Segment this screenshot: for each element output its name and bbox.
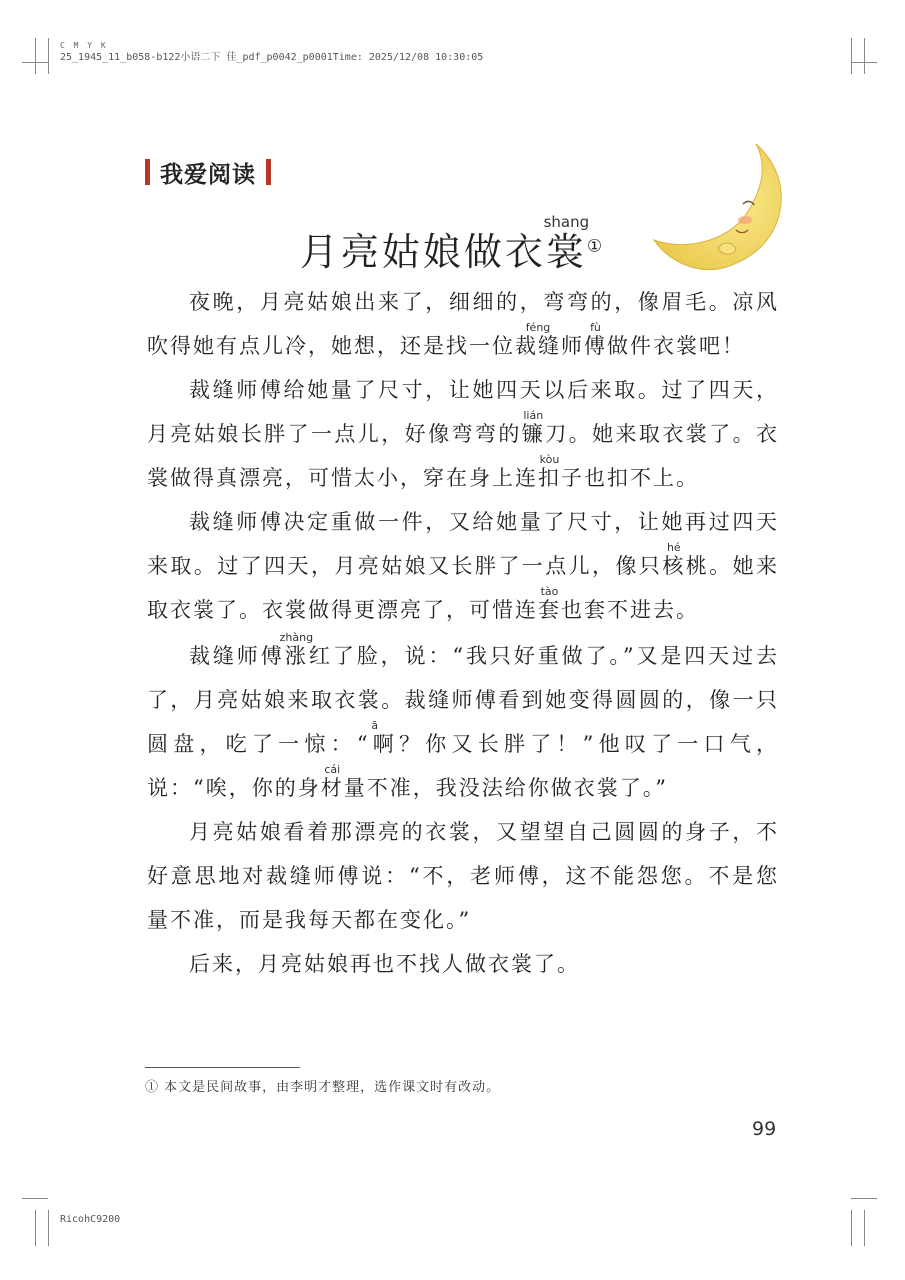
pinyin-text: hé: [662, 541, 686, 554]
crop-mark: [851, 1198, 877, 1199]
annotated-char: 裁缝: [515, 334, 561, 358]
page-number: 99: [752, 1118, 777, 1140]
pinyin-text: kòu: [538, 453, 561, 466]
crop-mark: [851, 62, 877, 63]
tag-bar-right: [266, 159, 271, 185]
story-paragraph: [147, 500, 779, 632]
annotated-char: “啊: [356, 732, 400, 756]
title-text: 月亮姑娘做衣: [299, 230, 546, 274]
annotated-char: 镰: [521, 422, 546, 446]
title-ruby-char: 裳: [543, 230, 590, 274]
crop-mark: [864, 38, 865, 74]
pinyin-annotation: [356, 719, 400, 756]
crop-mark: [22, 1198, 48, 1199]
paragraph-text: 裁缝师傅给她量了尺寸，让她四天以后来取。过了四天，月亮姑娘长胖了一点儿，好像弯弯的: [147, 378, 779, 446]
paragraph-text: 也套不进去。: [561, 598, 699, 622]
story-paragraph: [147, 942, 779, 986]
paragraph-text: 后来，月亮姑娘再也不找人做衣裳了。: [189, 952, 580, 976]
pinyin-annotation: [279, 631, 314, 668]
pinyin-text: ā: [356, 719, 393, 732]
paragraph-text: 做件衣裳吧！: [607, 334, 745, 358]
lesson-title: [0, 215, 905, 276]
paragraph-text: 月亮姑娘看着那漂亮的衣裳，又望望自己圆圆的身子，不好意思地对裁缝师傅说：“不，老师傅，这不能怨您。不是您量不准，而是我每天都在变化。”: [147, 820, 779, 932]
crop-mark: [851, 1210, 852, 1246]
cmyk-registration: C M Y K: [60, 41, 108, 50]
title-pinyin: shang: [543, 213, 590, 231]
print-job-line: 25_1945_11_b058-b122小语二下 佳_pdf_p0042_p0001Time: 2025/12/08 10:30:05: [60, 52, 484, 63]
footnote-divider: [145, 1067, 300, 1068]
paragraph-text: 刀。她来取衣裳了。衣裳做得真漂亮，可惜太小，穿在身上连: [147, 422, 780, 490]
pinyin-text: féng: [515, 321, 561, 334]
paragraph-text: 子也扣不上。: [561, 466, 699, 490]
crop-mark: [864, 1210, 865, 1246]
pinyin-text: fù: [584, 321, 607, 334]
printer-mark: RicohC9200: [60, 1214, 121, 1225]
paragraph-text: 裁缝师傅: [189, 644, 285, 668]
paragraph-text: ？你又长胖了！”他叹了一口气，说：“唉，你的身: [147, 732, 779, 800]
pinyin-text: cái: [320, 763, 344, 776]
crop-mark: [35, 1210, 36, 1246]
pinyin-annotation: [538, 453, 561, 490]
crop-mark: [22, 62, 48, 63]
crop-mark: [851, 38, 852, 74]
footnote: ① 本文是民间故事，由李明才整理，选作课文时有改动。: [145, 1080, 501, 1095]
pinyin-text: lián: [521, 409, 545, 422]
title-footnote-marker: ①: [586, 236, 606, 257]
paragraph-text: 量不准，我没法给你做衣裳了。”: [343, 776, 668, 800]
section-tag: [145, 155, 271, 189]
annotated-char: 涨: [279, 644, 314, 668]
pinyin-annotation: [515, 321, 561, 358]
pinyin-annotation: [320, 763, 344, 800]
story-paragraph: [147, 632, 779, 810]
title-ruby: [543, 213, 590, 274]
paragraph-text: 夜晚，月亮姑娘出来了，细细的，弯弯的，像眉毛。凉风吹得她有点儿冷，她想，还是找一位: [147, 290, 779, 358]
annotated-char: 扣: [538, 466, 561, 490]
paragraph-text: 桃。她来取衣裳了。衣裳做得更漂亮了，可惜连: [147, 554, 780, 622]
crop-mark: [48, 38, 49, 74]
crop-mark: [35, 38, 36, 74]
pinyin-annotation: [662, 541, 686, 578]
pinyin-annotation: [584, 321, 607, 358]
paragraph-text: 裁缝师傅决定重做一件，又给她量了尺寸，让她再过四天来取。过了四天，月亮姑娘又长胖了一点儿，像只: [147, 510, 779, 578]
paragraph-text: 师: [561, 334, 584, 358]
pinyin-text: tào: [538, 585, 561, 598]
story-body: [147, 280, 779, 986]
annotated-char: 材: [320, 776, 344, 800]
story-paragraph: [147, 810, 779, 942]
pinyin-annotation: [538, 585, 561, 622]
annotated-char: 核: [662, 554, 686, 578]
story-paragraph: [147, 368, 779, 500]
pinyin-text: zhàng: [279, 631, 314, 644]
story-paragraph: [147, 280, 779, 368]
pinyin-annotation: [521, 409, 546, 446]
section-tag-label: 我爱阅读: [160, 161, 256, 188]
annotated-char: 傅: [584, 334, 607, 358]
print-header: [60, 40, 483, 64]
annotated-char: 套: [538, 598, 561, 622]
paragraph-text: 红了脸，说：“我只好重做了。”又是四天过去了，月亮姑娘来取衣裳。裁缝师傅看到她变得圆圆的，像一只圆盘，吃了一惊：: [147, 644, 779, 756]
crop-mark: [48, 1210, 49, 1246]
